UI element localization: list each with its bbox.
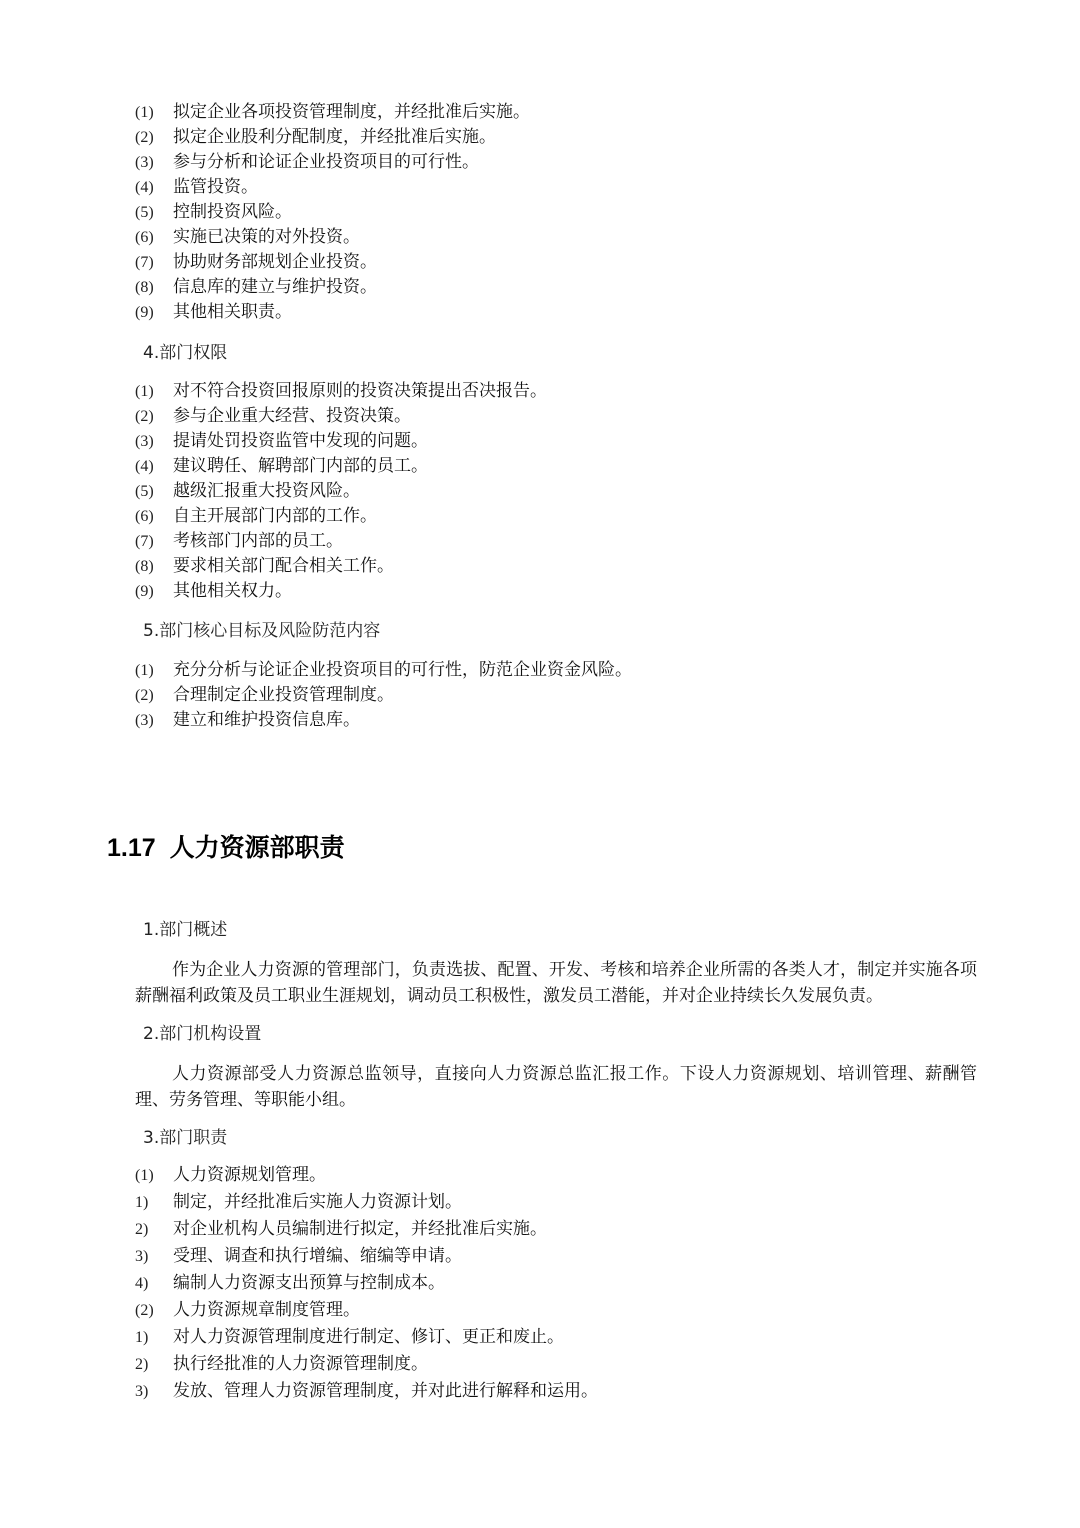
list-marker: (5) bbox=[135, 483, 154, 500]
authority-list bbox=[135, 379, 547, 604]
list-item bbox=[135, 1378, 598, 1405]
list-item bbox=[135, 250, 530, 275]
list-item-text: 越级汇报重大投资风险。 bbox=[173, 481, 360, 501]
list-item-text: 对企业机构人员编制进行拟定，并经批准后实施。 bbox=[173, 1219, 547, 1239]
list-marker: (7) bbox=[135, 254, 154, 271]
list-marker: 2) bbox=[135, 1221, 149, 1238]
list-marker: (5) bbox=[135, 204, 154, 221]
list-item-text: 协助财务部规划企业投资。 bbox=[173, 252, 377, 272]
section-number: 1.17 bbox=[107, 834, 156, 862]
list-marker: (2) bbox=[135, 687, 154, 704]
list-marker: 1) bbox=[135, 1194, 149, 1211]
list-item-text: 控制投资风险。 bbox=[173, 202, 292, 222]
list-item bbox=[135, 225, 530, 250]
list-item bbox=[135, 379, 547, 404]
list-item bbox=[135, 1351, 598, 1378]
core-goals-list bbox=[135, 658, 632, 733]
list-item bbox=[135, 300, 530, 325]
list-item-text: 发放、管理人力资源管理制度，并对此进行解释和运用。 bbox=[173, 1381, 598, 1401]
section-title bbox=[107, 830, 345, 866]
list-marker: (7) bbox=[135, 533, 154, 550]
list-item-text: 实施已决策的对外投资。 bbox=[173, 227, 360, 247]
list-item bbox=[135, 404, 547, 429]
section-title-text: 人力资源部职责 bbox=[169, 833, 345, 862]
list-item-text: 对不符合投资回报原则的投资决策提出否决报告。 bbox=[173, 381, 547, 401]
list-item-text: 拟定企业各项投资管理制度，并经批准后实施。 bbox=[173, 102, 530, 122]
list-item-text: 人力资源规章制度管理。 bbox=[173, 1300, 360, 1320]
list-item bbox=[135, 1189, 598, 1216]
list-item-text: 考核部门内部的员工。 bbox=[173, 531, 343, 551]
list-item bbox=[135, 125, 530, 150]
subheading-authority: 4.部门权限 bbox=[143, 343, 228, 363]
list-marker: (1) bbox=[135, 1167, 154, 1184]
list-item bbox=[135, 100, 530, 125]
list-item bbox=[135, 1297, 598, 1324]
subheading-overview: 1.部门概述 bbox=[143, 920, 228, 940]
list-item-text: 制定，并经批准后实施人力资源计划。 bbox=[173, 1192, 462, 1212]
list-item-text: 提请处罚投资监管中发现的问题。 bbox=[173, 431, 428, 451]
subheading-core-goals: 5.部门核心目标及风险防范内容 bbox=[143, 621, 381, 641]
list-item-text: 其他相关职责。 bbox=[173, 302, 292, 322]
list-marker: (1) bbox=[135, 104, 154, 121]
list-marker: (8) bbox=[135, 558, 154, 575]
list-marker: (2) bbox=[135, 408, 154, 425]
subheading-duties: 3.部门职责 bbox=[143, 1128, 228, 1148]
list-item bbox=[135, 683, 632, 708]
list-item bbox=[135, 529, 547, 554]
list-item bbox=[135, 708, 632, 733]
list-item bbox=[135, 1270, 598, 1297]
list-marker: (3) bbox=[135, 433, 154, 450]
structure-paragraph: 人力资源部受人力资源总监领导，直接向人力资源总监汇报工作。下设人力资源规划、培训管理、薪酬管理、劳务管理、等职能小组。 bbox=[135, 1064, 977, 1110]
list-marker: (1) bbox=[135, 383, 154, 400]
list-marker: (9) bbox=[135, 583, 154, 600]
list-item bbox=[135, 1243, 598, 1270]
list-item bbox=[135, 454, 547, 479]
list-item-text: 建立和维护投资信息库。 bbox=[173, 710, 360, 730]
list-item-text: 参与企业重大经营、投资决策。 bbox=[173, 406, 411, 426]
list-item bbox=[135, 479, 547, 504]
list-item bbox=[135, 275, 530, 300]
list-item bbox=[135, 1162, 598, 1189]
list-item-text: 受理、调查和执行增编、缩编等申请。 bbox=[173, 1246, 462, 1266]
list-item-text: 合理制定企业投资管理制度。 bbox=[173, 685, 394, 705]
list-item bbox=[135, 1324, 598, 1351]
subheading-structure: 2.部门机构设置 bbox=[143, 1024, 262, 1044]
list-marker: 4) bbox=[135, 1275, 149, 1292]
list-item bbox=[135, 579, 547, 604]
list-marker: 1) bbox=[135, 1329, 149, 1346]
list-marker: (4) bbox=[135, 458, 154, 475]
list-marker: (2) bbox=[135, 1302, 154, 1319]
list-marker: (8) bbox=[135, 279, 154, 296]
list-item-text: 人力资源规划管理。 bbox=[173, 1165, 326, 1185]
list-marker: (9) bbox=[135, 304, 154, 321]
list-item-text: 参与分析和论证企业投资项目的可行性。 bbox=[173, 152, 479, 172]
responsibilities-list bbox=[135, 100, 530, 325]
list-item-text: 执行经批准的人力资源管理制度。 bbox=[173, 1354, 428, 1374]
list-item-text: 监管投资。 bbox=[173, 177, 258, 197]
list-marker: (6) bbox=[135, 229, 154, 246]
list-marker: (3) bbox=[135, 154, 154, 171]
list-item-text: 编制人力资源支出预算与控制成本。 bbox=[173, 1273, 445, 1293]
list-item bbox=[135, 1216, 598, 1243]
overview-paragraph: 作为企业人力资源的管理部门，负责选拔、配置、开发、考核和培养企业所需的各类人才，制定并实施各项薪酬福利政策及员工职业生涯规划，调动员工积极性，激发员工潜能，并对企业持续长久发展负责。 bbox=[135, 960, 977, 1006]
list-item-text: 自主开展部门内部的工作。 bbox=[173, 506, 377, 526]
list-marker: 3) bbox=[135, 1383, 149, 1400]
list-item-text: 信息库的建立与维护投资。 bbox=[173, 277, 377, 297]
list-item-text: 对人力资源管理制度进行制定、修订、更正和废止。 bbox=[173, 1327, 564, 1347]
duties-list bbox=[135, 1162, 598, 1405]
list-marker: (6) bbox=[135, 508, 154, 525]
list-marker: 3) bbox=[135, 1248, 149, 1265]
list-item-text: 建议聘任、解聘部门内部的员工。 bbox=[173, 456, 428, 476]
list-item bbox=[135, 658, 632, 683]
list-item bbox=[135, 150, 530, 175]
list-item bbox=[135, 175, 530, 200]
list-item bbox=[135, 504, 547, 529]
list-marker: 2) bbox=[135, 1356, 149, 1373]
list-item bbox=[135, 200, 530, 225]
list-item-text: 充分分析与论证企业投资项目的可行性，防范企业资金风险。 bbox=[173, 660, 632, 680]
list-item-text: 拟定企业股利分配制度，并经批准后实施。 bbox=[173, 127, 496, 147]
list-marker: (3) bbox=[135, 712, 154, 729]
list-item bbox=[135, 554, 547, 579]
list-marker: (4) bbox=[135, 179, 154, 196]
list-item bbox=[135, 429, 547, 454]
list-marker: (2) bbox=[135, 129, 154, 146]
list-item-text: 要求相关部门配合相关工作。 bbox=[173, 556, 394, 576]
list-item-text: 其他相关权力。 bbox=[173, 581, 292, 601]
list-marker: (1) bbox=[135, 662, 154, 679]
